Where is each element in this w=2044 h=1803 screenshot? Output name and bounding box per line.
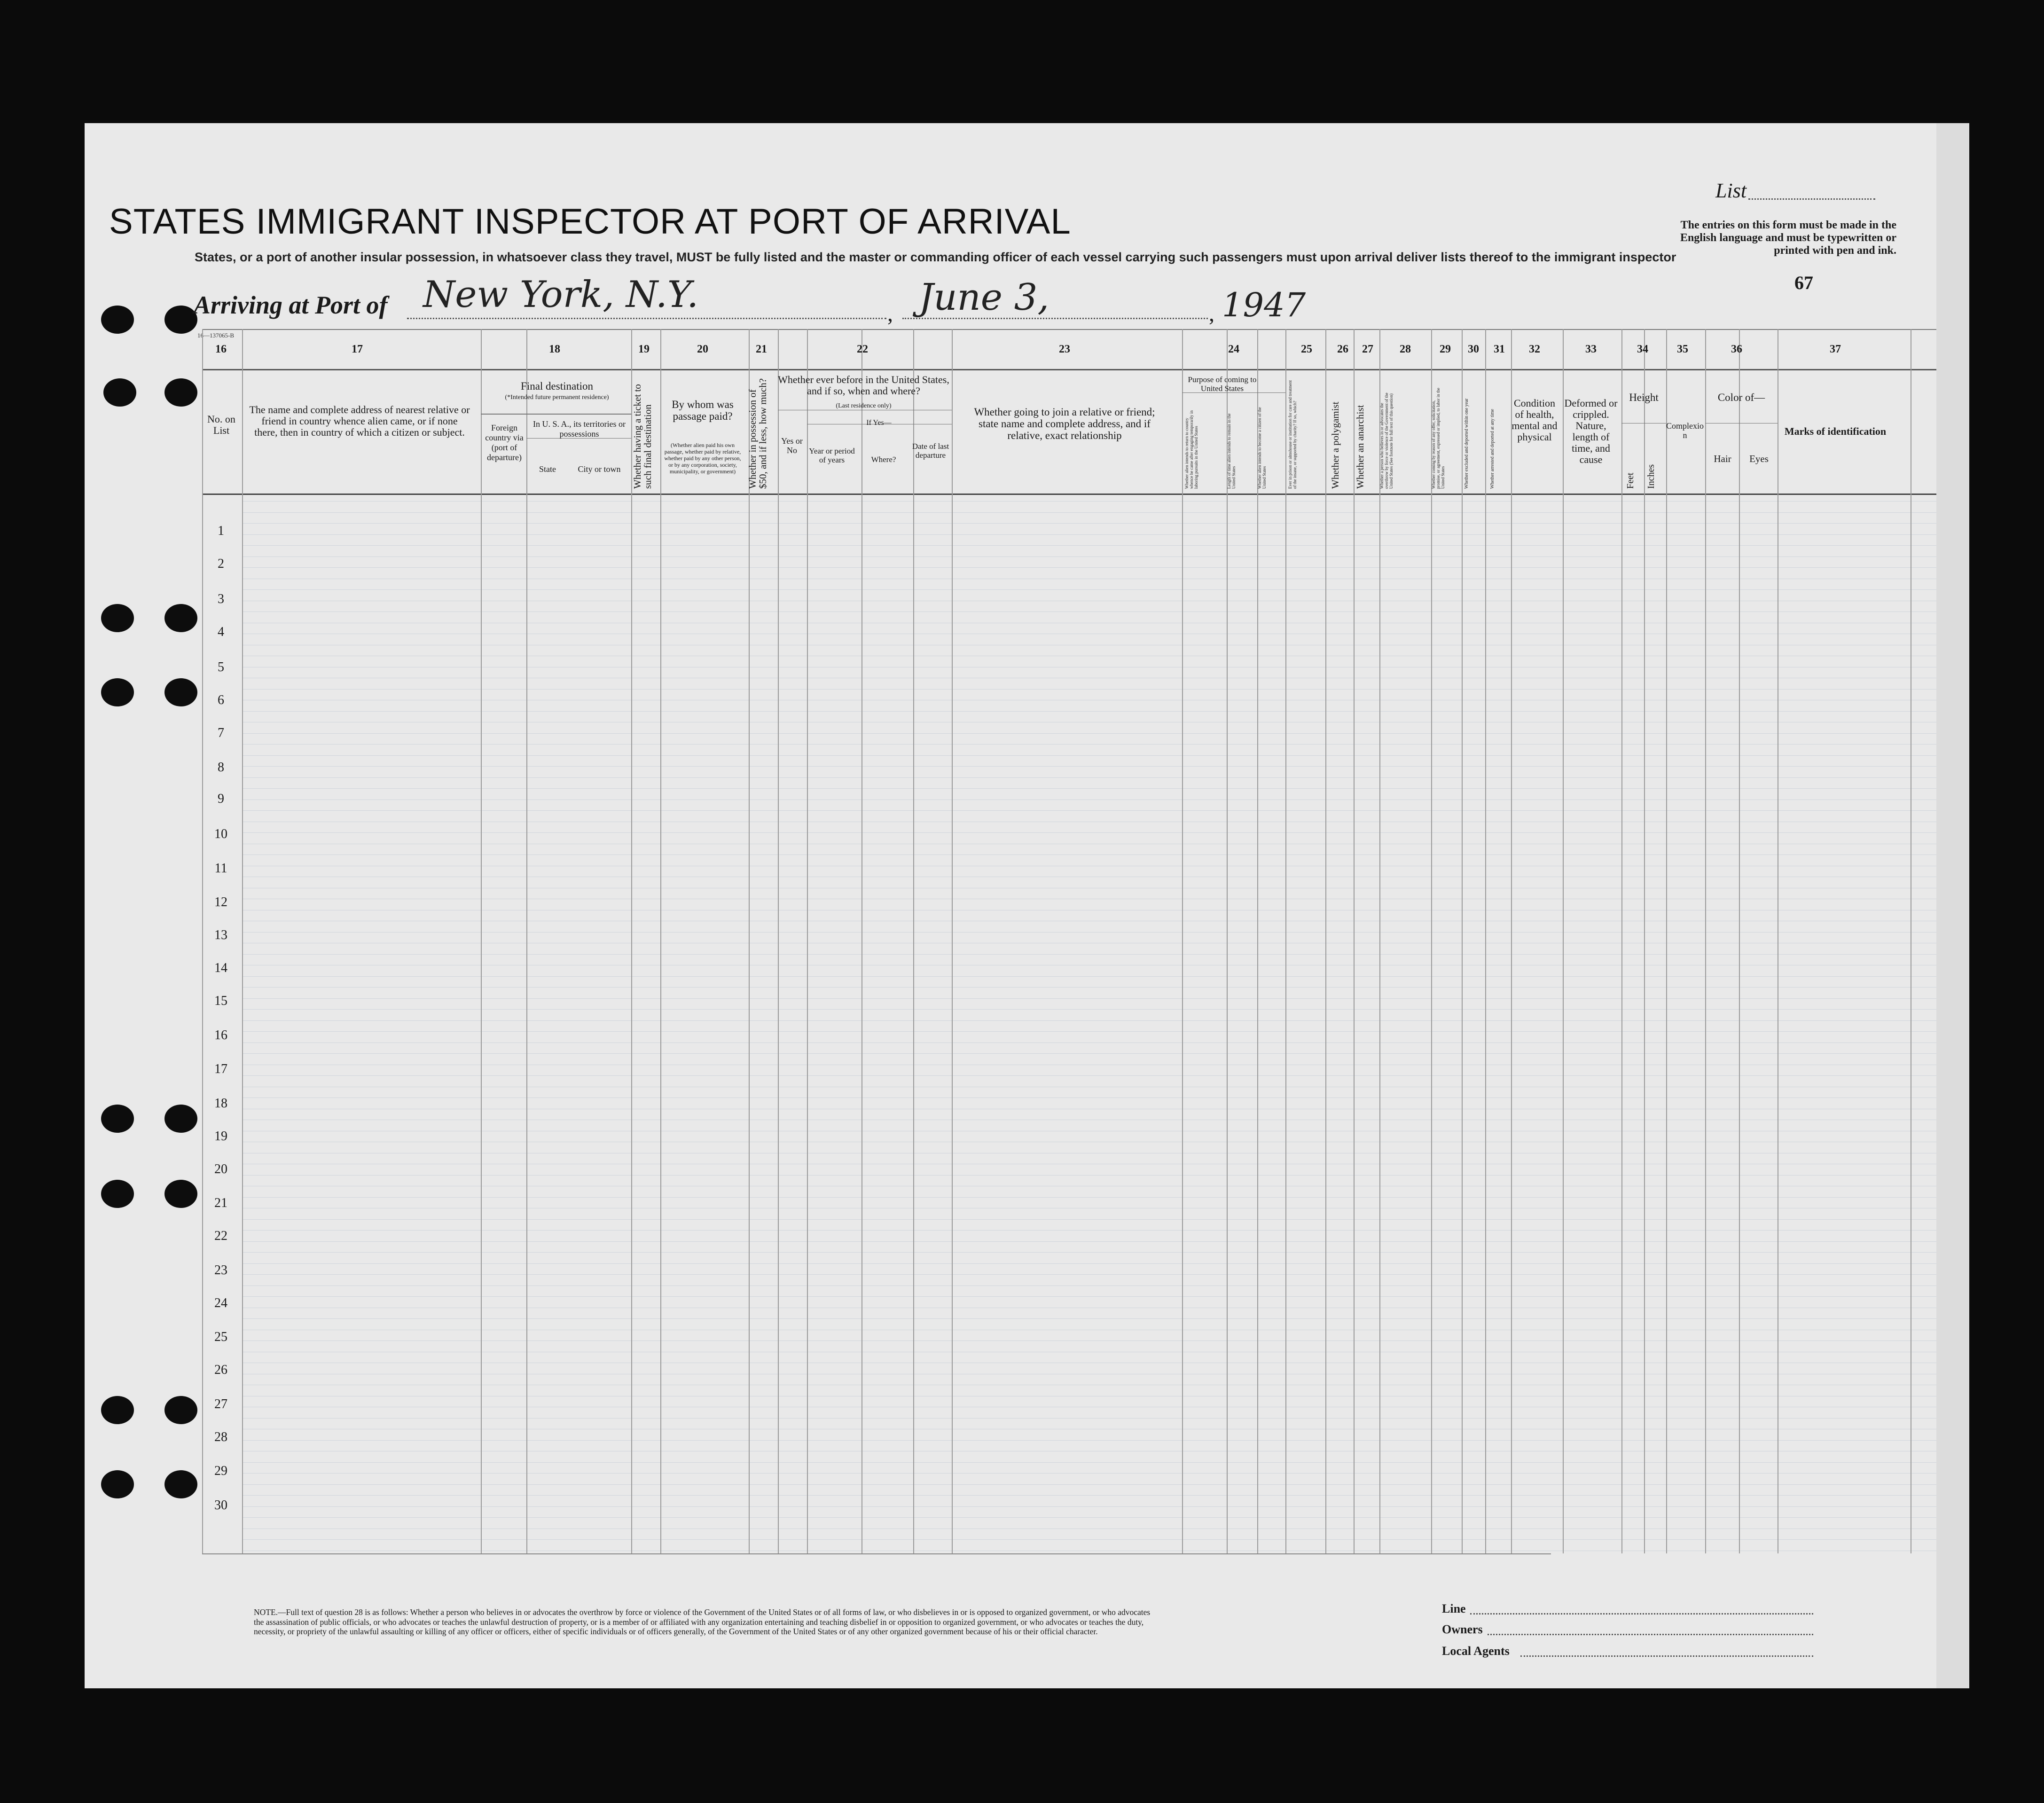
row-number: 3	[218, 592, 224, 606]
col-num-26: 26	[1337, 343, 1348, 355]
grid-hline	[202, 369, 1936, 370]
punch-hole-icon	[164, 1105, 197, 1133]
header-passage-note: (Whether alien paid his own passage, whether paid by relative, whether paid by any other person, or by any corporation, society, municipality, or government)	[664, 442, 741, 475]
grid-hline	[202, 1553, 1551, 1554]
grid-hline	[242, 512, 1936, 513]
form-code: 16—137065-B	[197, 332, 234, 339]
local-agents-field	[1520, 1655, 1813, 1657]
col-num-16: 16	[215, 343, 227, 355]
grid-vline	[481, 329, 482, 1553]
row-number: 1	[218, 524, 224, 538]
header-offer-labor: Whether coming by reason of any offer, solicitation, promise, or agreement, expressed or implied, to labor in the United States	[1431, 388, 1445, 489]
header-deformed: Deformed or crippled. Nature, length of time, and cause	[1564, 397, 1618, 465]
row-number: 13	[214, 928, 227, 942]
grid-hline	[242, 589, 1936, 590]
grid-hline	[242, 1462, 1936, 1463]
header-year-period: Year or period of years	[809, 447, 855, 464]
comma-2: ,	[1209, 301, 1214, 326]
page-number: 67	[1794, 272, 1813, 293]
grid-vline	[1257, 329, 1258, 1553]
col-num-24: 24	[1228, 343, 1239, 355]
grid-hline	[242, 1020, 1936, 1021]
row-number: 9	[218, 792, 224, 806]
header-final-destination: Final destination	[521, 380, 593, 392]
grid-hline	[242, 976, 1936, 977]
grid-hline	[242, 501, 1936, 502]
punch-hole-icon	[164, 604, 197, 632]
punch-hole-icon	[101, 604, 134, 632]
header-join-relative: Whether going to join a relative or friend; state name and complete address, and if relative, exact relationship	[974, 406, 1155, 441]
row-number: 10	[214, 827, 227, 841]
grid-hline	[242, 932, 1936, 933]
header-ticket: Whether having a ticket to such final destination	[632, 384, 653, 489]
grid-hline	[242, 1274, 1936, 1275]
grid-hline	[242, 998, 1936, 999]
header-color-of: Color of—	[1717, 392, 1765, 403]
grid-vline	[1705, 329, 1706, 1553]
sheet-edge	[1936, 123, 1969, 1688]
grid-vline	[1431, 329, 1432, 1553]
header-in-usa: In U. S. A., its territories or possessions	[533, 419, 626, 439]
grid-vline	[526, 329, 527, 1553]
grid-vline	[1485, 329, 1486, 1553]
grid-vline	[1511, 329, 1512, 1553]
grid-vline	[1354, 329, 1355, 1553]
grid-hline	[242, 1539, 1936, 1540]
grid-hline	[242, 777, 1936, 778]
grid-vline	[1644, 329, 1645, 1553]
col-num-34: 34	[1637, 343, 1648, 355]
grid-hline	[242, 1230, 1936, 1231]
punch-hole-icon	[164, 678, 197, 706]
header-hair: Hair	[1714, 453, 1731, 464]
grid-hline	[242, 689, 1936, 690]
grid-hline	[481, 414, 631, 415]
col-num-19: 19	[638, 343, 650, 355]
owners-label: Owners	[1442, 1623, 1483, 1636]
grid-vline	[861, 329, 862, 1553]
row-number: 24	[214, 1296, 227, 1310]
row-number: 7	[218, 726, 224, 740]
arriving-label: Arriving at Port of	[194, 291, 388, 319]
col-num-27: 27	[1362, 343, 1373, 355]
grid-vline	[952, 329, 953, 1553]
header-relative-address: The name and complete address of nearest relative or friend in country whence alien came, or if none there, then in country of which a citizen or subject.	[249, 404, 470, 438]
row-number: 12	[214, 895, 227, 909]
punch-hole-icon	[164, 1180, 197, 1208]
grid-hline	[242, 545, 1936, 546]
grid-hline	[242, 810, 1936, 811]
row-number: 5	[218, 660, 224, 674]
row-number: 14	[214, 961, 227, 975]
grid-hline	[242, 1318, 1936, 1319]
line-label: Line	[1442, 1602, 1466, 1615]
grid-hline	[242, 1219, 1936, 1220]
grid-hline	[242, 1053, 1936, 1054]
grid-vline	[242, 329, 243, 1553]
grid-vline	[1462, 329, 1463, 1553]
row-number: 30	[214, 1498, 227, 1513]
row-number: 16	[214, 1028, 227, 1043]
grid-hline	[242, 534, 1936, 535]
list-line	[1748, 198, 1875, 200]
header-city: City or town	[578, 464, 621, 474]
header-fifty-dollars: Whether in possession of $50, and if less, how much?	[747, 378, 768, 489]
row-number: 19	[214, 1129, 227, 1144]
header-overthrow: Whether a person who believes in or advocates the overthrow by force or violence of the Government of the United States (See footnote for full text of this question)	[1379, 392, 1394, 489]
list-label: List	[1715, 179, 1747, 202]
grid-hline	[242, 1440, 1936, 1441]
grid-hline	[242, 1097, 1936, 1098]
header-inches: Inches	[1646, 464, 1656, 489]
col-num-20: 20	[697, 343, 708, 355]
header-polygamist: Whether a polygamist	[1330, 401, 1341, 489]
grid-hline	[242, 1009, 1936, 1010]
grid-hline	[242, 1418, 1936, 1419]
header-anarchist: Whether an anarchist	[1355, 405, 1366, 489]
punch-hole-icon	[101, 1470, 134, 1498]
grid-vline	[1285, 329, 1286, 1553]
header-purpose-a: Whether alien intends to return to country whence he came after engaging temporarily in laboring pursuits in the United States	[1184, 410, 1198, 489]
punch-hole-icon	[101, 678, 134, 706]
header-ever-before: Whether ever before in the United States, and if so, when and where?	[778, 374, 949, 397]
grid-hline	[242, 854, 1936, 855]
line-field	[1470, 1613, 1813, 1615]
grid-vline	[1379, 329, 1380, 1553]
header-purpose-b: Length of time alien intends to remain in the United States	[1227, 413, 1236, 489]
grid-vline	[1666, 329, 1667, 1553]
form-sheet	[85, 123, 1969, 1688]
grid-hline	[242, 523, 1936, 524]
punch-hole-icon	[164, 306, 197, 334]
header-state: State	[539, 464, 556, 474]
row-number: 8	[218, 760, 224, 775]
port-line	[407, 318, 886, 319]
grid-hline	[242, 1506, 1936, 1507]
grid-hline	[242, 954, 1936, 955]
row-number: 22	[214, 1229, 227, 1243]
punch-hole-icon	[164, 1470, 197, 1498]
grid-vline	[1563, 329, 1564, 1553]
col-num-22: 22	[857, 343, 868, 355]
punch-hole-icon	[164, 378, 197, 407]
header-purpose: Purpose of coming to United States	[1188, 375, 1257, 393]
grid-hline	[202, 494, 1936, 495]
row-number: 23	[214, 1263, 227, 1278]
grid-vline	[1739, 329, 1740, 1553]
punch-hole-icon	[101, 306, 134, 334]
grid-vline	[807, 329, 808, 1553]
row-number: 18	[214, 1096, 227, 1111]
grid-vline	[913, 329, 914, 1553]
grid-hline	[202, 329, 1936, 330]
grid-vline	[1182, 329, 1183, 1553]
grid-hline	[242, 1241, 1936, 1242]
grid-hline	[242, 755, 1936, 756]
col-num-32: 32	[1529, 343, 1540, 355]
col-num-33: 33	[1585, 343, 1597, 355]
row-number: 17	[214, 1062, 227, 1076]
grid-hline	[242, 1252, 1936, 1253]
punch-hole-icon	[101, 1396, 134, 1424]
port-value: New York, N.Y.	[423, 274, 699, 316]
col-num-28: 28	[1400, 343, 1411, 355]
col-num-17: 17	[352, 343, 363, 355]
form-subtitle: States, or a port of another insular possession, in whatsoever class they travel, MUST be fully listed and the master or commanding officer of each vessel carrying such passengers must upon arrival deliver lists thereof to the immigrant inspector	[195, 250, 1676, 264]
grid-vline	[1621, 329, 1622, 1553]
grid-hline	[242, 832, 1936, 833]
col-num-18: 18	[549, 343, 560, 355]
header-health: Condition of health, mental and physical	[1511, 397, 1558, 443]
header-where: Where?	[871, 455, 896, 464]
header-height: Height	[1629, 392, 1659, 403]
list-note: The entries on this form must be made in the English language and must be typewritten or printed with pen and ink.	[1680, 219, 1896, 257]
col-num-30: 30	[1468, 343, 1479, 355]
grid-hline	[242, 733, 1936, 734]
grid-hline	[242, 788, 1936, 789]
grid-vline	[1227, 329, 1228, 1553]
punch-hole-icon	[103, 378, 136, 407]
header-foreign-country: Foreign country via (port of departure)	[485, 423, 524, 462]
col-num-31: 31	[1494, 343, 1505, 355]
header-yes-no: Yes or No	[781, 436, 803, 455]
grid-hline	[242, 711, 1936, 712]
col-num-29: 29	[1440, 343, 1451, 355]
owners-field	[1488, 1634, 1813, 1635]
row-number: 11	[214, 861, 227, 876]
header-date-departure: Date of last departure	[912, 442, 949, 460]
col-num-23: 23	[1059, 343, 1070, 355]
grid-hline	[242, 567, 1936, 568]
header-excluded: Whether excluded and deported within one year	[1464, 398, 1469, 489]
grid-hline	[242, 1175, 1936, 1176]
header-prison: Ever in prison or almshouse or institution for care and treatment of the insane, or supported by charity? If so, which?	[1288, 380, 1297, 489]
row-number: 4	[218, 625, 224, 639]
punch-hole-icon	[101, 1180, 134, 1208]
row-number: 27	[214, 1397, 227, 1411]
row-number: 26	[214, 1363, 227, 1377]
col-num-21: 21	[756, 343, 767, 355]
row-number: 2	[218, 557, 224, 571]
grid-hline	[242, 611, 1936, 612]
header-if-yes: If Yes—	[866, 419, 892, 427]
punch-hole-icon	[101, 1105, 134, 1133]
row-number: 20	[214, 1162, 227, 1176]
header-final-destination-note: (*Intended future permanent residence)	[505, 394, 609, 401]
form-title: STATES IMMIGRANT INSPECTOR AT PORT OF ARRIVAL	[109, 202, 1071, 242]
grid-hline	[242, 1517, 1936, 1518]
grid-hline	[242, 1484, 1936, 1485]
grid-hline	[242, 1495, 1936, 1496]
col-num-37: 37	[1830, 343, 1841, 355]
grid-vline	[202, 329, 203, 1553]
grid-hline	[242, 1340, 1936, 1341]
header-feet: Feet	[1625, 472, 1636, 489]
punch-hole-icon	[164, 1396, 197, 1424]
col-num-25: 25	[1301, 343, 1312, 355]
header-complexion: Complexion	[1666, 421, 1704, 440]
row-number: 15	[214, 994, 227, 1008]
grid-vline	[660, 329, 661, 1553]
year-value: 1947	[1222, 286, 1306, 324]
grid-hline	[242, 1031, 1936, 1032]
footnote: NOTE.—Full text of question 28 is as follows: Whether a person who believes in or advocates the overthrow by force or violence of the Government of the United States or of all forms of law, or who disbelieves in or is opposed to organized government, or who advocates the assassination of public officials, or who advocates or teaches the unlawful destruction of property, or is a member of or affiliated with any organization entertaining and teaching disbelief in or opposition to organized government, or who advocates or teaches the duty, necessity, or propriety of the unlawful assaulting or killing of any officer or officers, either of specific individuals or of officers generally, of the Government of the United States or of any other organized government because of his or their official character.	[254, 1607, 1151, 1636]
grid-vline	[631, 329, 632, 1553]
header-purpose-c: Whether alien intends to become a citizen of the United States	[1257, 407, 1267, 489]
grid-hline	[242, 1075, 1936, 1076]
row-number: 28	[214, 1430, 227, 1444]
row-number: 21	[214, 1196, 227, 1210]
row-number: 6	[218, 693, 224, 707]
grid-hline	[242, 1263, 1936, 1264]
grid-vline	[1325, 329, 1326, 1553]
row-number: 29	[214, 1464, 227, 1478]
grid-hline	[242, 1296, 1936, 1297]
header-eyes: Eyes	[1749, 453, 1769, 464]
grid-hline	[242, 1197, 1936, 1198]
col-num-35: 35	[1677, 343, 1688, 355]
comma-1: ,	[887, 301, 893, 326]
grid-vline	[749, 329, 750, 1553]
header-marks: Marks of identification	[1784, 425, 1887, 437]
header-no-on-list: No. on List	[207, 413, 235, 436]
date-value: June 3,	[919, 276, 1049, 319]
grid-hline	[242, 744, 1936, 745]
grid-hline	[242, 1473, 1936, 1474]
row-number: 25	[214, 1330, 227, 1344]
local-agents-label: Local Agents	[1442, 1644, 1510, 1658]
header-last-residence: (Last residence only)	[836, 402, 892, 409]
header-arrested: Whether arrested and deported at any time	[1490, 409, 1495, 489]
header-passage-paid: By whom was passage paid?	[672, 399, 734, 422]
grid-hline	[242, 766, 1936, 767]
grid-vline	[778, 329, 779, 1553]
col-num-36: 36	[1731, 343, 1742, 355]
grid-hline	[242, 987, 1936, 988]
